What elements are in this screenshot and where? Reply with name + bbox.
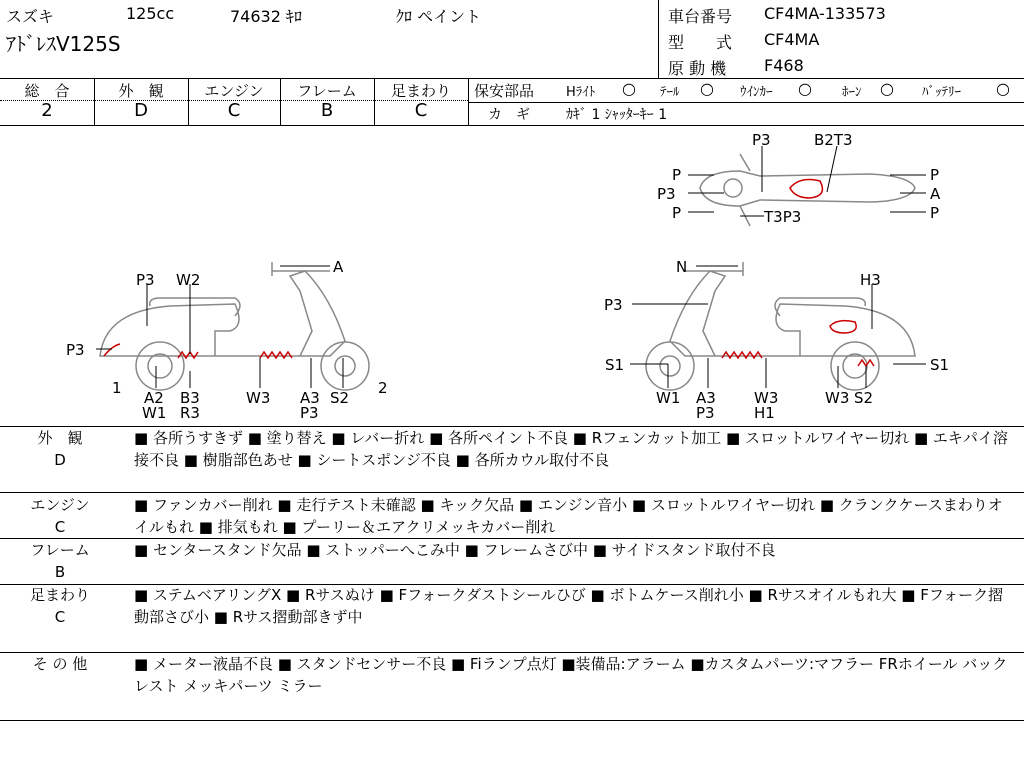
divider [468, 78, 469, 125]
note-label-exterior: 外 観 [37, 429, 83, 447]
diagram-label: W1 [656, 389, 681, 407]
diagram-label: P [672, 166, 682, 184]
note-grade-frame: B [54, 563, 66, 581]
diagram-label: S1 [605, 356, 625, 374]
diagram-label: W3 [754, 389, 779, 407]
model-name: ｱﾄﾞﾚｽV125S [6, 32, 121, 56]
note-label-engine: エンジン [30, 496, 90, 514]
diagram-label: W2 [176, 271, 201, 289]
note-grade-exterior: D [54, 451, 66, 469]
grade-label-engine: エンジン [204, 82, 264, 100]
diagram-label: H1 [754, 404, 775, 422]
diagram-label: S1 [930, 356, 950, 374]
spec-value-type: CF4MA [764, 30, 820, 49]
note-grade-suspension: C [54, 608, 66, 626]
safety-item-horn: ﾎｰﾝ [842, 85, 862, 100]
displacement: 125cc [126, 4, 175, 23]
diagram-label: P3 [66, 341, 85, 359]
scooter-left-rear-wheel [136, 342, 184, 390]
divider [0, 720, 1024, 721]
grade-label-exterior: 外 観 [118, 82, 164, 100]
safety-item-headlight: Hﾗｲﾄ [566, 85, 596, 100]
diagram-label: W3 [825, 389, 850, 407]
diagram-label: B3 [180, 389, 200, 407]
spec-value-chassis: CF4MA-133573 [764, 4, 886, 23]
header-divider [658, 0, 659, 78]
diagram-label: S2 [854, 389, 874, 407]
ok-circle-icon: ○ [700, 79, 714, 98]
ok-circle-icon: ○ [880, 79, 894, 98]
note-text-engine: ■ ファンカバー削れ ■ 走行テスト未確認 ■ キック欠品 ■ エンジン音小 ■ スロットルワイヤー切れ ■ クランクケースまわりオイルもれ ■ 排気もれ ■ プーリー＆エアクリメッキカバー削れ [134, 496, 1003, 536]
divider [0, 492, 1024, 493]
diagram-label: 1 [112, 379, 122, 397]
maker: スズキ [6, 7, 55, 26]
note-text-other: ■ メーター液晶不良 ■ スタンドセンサー不良 ■ Fiランプ点灯 ■装備品:アラーム ■カスタムパーツ:マフラー FRホイール バックレスト メッキパーツ ミラー [134, 655, 1008, 695]
note-text-exterior: ■ 各所うすきず ■ 塗り替え ■ レバー折れ ■ 各所ペイント不良 ■ Rフェンカット加工 ■ スロットルワイヤー切れ ■ エキパイ溶接不良 ■ 樹脂部色あせ ■ シートスポンジ不良 ■ 各所カウル取付不良 [134, 429, 1008, 469]
spec-label-chassis: 車台番号 [668, 7, 733, 26]
diagram-label: P3 [136, 271, 155, 289]
ok-circle-icon: ○ [622, 79, 636, 98]
damage-marks [104, 180, 874, 366]
diagram-label: T3P3 [764, 208, 802, 226]
diagram-label: P [930, 166, 940, 184]
spec-value-engine: F468 [764, 56, 804, 75]
note-label-other: そ の 他 [32, 655, 88, 673]
note-label-suspension: 足まわり [29, 586, 90, 604]
diagram-label: R3 [180, 404, 200, 422]
diagram-label: B2T3 [814, 131, 853, 149]
spec-label-engine: 原 動 機 [668, 59, 727, 78]
keys-value: ｶｷﾞ 1 ｼｬｯﾀｰｷｰ 1 [566, 107, 668, 123]
diagram-label: P3 [604, 296, 623, 314]
keys-label: カ ギ [488, 107, 530, 123]
grade-value-engine: C [227, 100, 241, 121]
grade-label-suspension: 足まわり [390, 82, 451, 100]
divider [0, 78, 1024, 79]
safety-item-battery: ﾊﾞｯﾃﾘｰ [922, 85, 961, 100]
scooter-top-view [700, 171, 915, 206]
diagram-label: A3 [696, 389, 716, 407]
diagram-label: P [930, 204, 940, 222]
diagram-label: S2 [330, 389, 350, 407]
mileage: 74632 ｷﾛ [230, 7, 302, 26]
note-label-frame: フレーム [30, 541, 90, 559]
diagram-label: A [930, 185, 941, 203]
spec-label-type: 型 式 [668, 33, 733, 52]
grade-value-frame: B [320, 100, 334, 121]
scooter-right-front-wheel [646, 342, 694, 390]
ok-circle-icon: ○ [798, 79, 812, 98]
safety-title: 保安部品 [474, 82, 535, 100]
color-label: ｸﾛ ペイント [396, 7, 482, 26]
damage-diagram [0, 126, 1024, 426]
diagram-label: A2 [144, 389, 164, 407]
diagram-label: A [333, 258, 344, 276]
diagram-label: P3 [696, 404, 715, 422]
diagram-label: P3 [657, 185, 676, 203]
diagram-label: W3 [246, 389, 271, 407]
diagram-label: P3 [300, 404, 319, 422]
grade-value-overall: 2 [41, 100, 53, 121]
ok-circle-icon: ○ [996, 79, 1010, 98]
divider [468, 102, 1024, 103]
scooter-left-front-wheel [321, 342, 369, 390]
grade-label-frame: フレーム [297, 82, 357, 100]
note-text-suspension: ■ ステムベアリングX ■ Rサスぬけ ■ Fフォークダストシールひび ■ ボトムケース削れ小 ■ Rサスオイルもれ大 ■ Fフォーク摺動部さび小 ■ Rサス摺動部きず中 [134, 586, 1004, 626]
diagram-label: P [672, 204, 682, 222]
note-text-frame: ■ センタースタンド欠品 ■ ストッパーへこみ中 ■ フレームさび中 ■ サイドスタンド取付不良 [134, 541, 776, 559]
note-grade-engine: C [54, 518, 66, 536]
grade-value-suspension: C [414, 100, 428, 121]
grade-label-overall: 総 合 [24, 82, 70, 100]
safety-item-winker: ｳｲﾝｶｰ [740, 85, 773, 100]
diagram-label: W1 [142, 404, 167, 422]
diagram-label: N [676, 258, 688, 276]
diagram-label: 2 [378, 379, 388, 397]
diagram-label: P3 [752, 131, 771, 149]
diagram-label: A3 [300, 389, 320, 407]
grade-value-exterior: D [134, 100, 148, 121]
diagram-label: H3 [860, 271, 881, 289]
safety-item-tail: ﾃｰﾙ [660, 85, 680, 100]
